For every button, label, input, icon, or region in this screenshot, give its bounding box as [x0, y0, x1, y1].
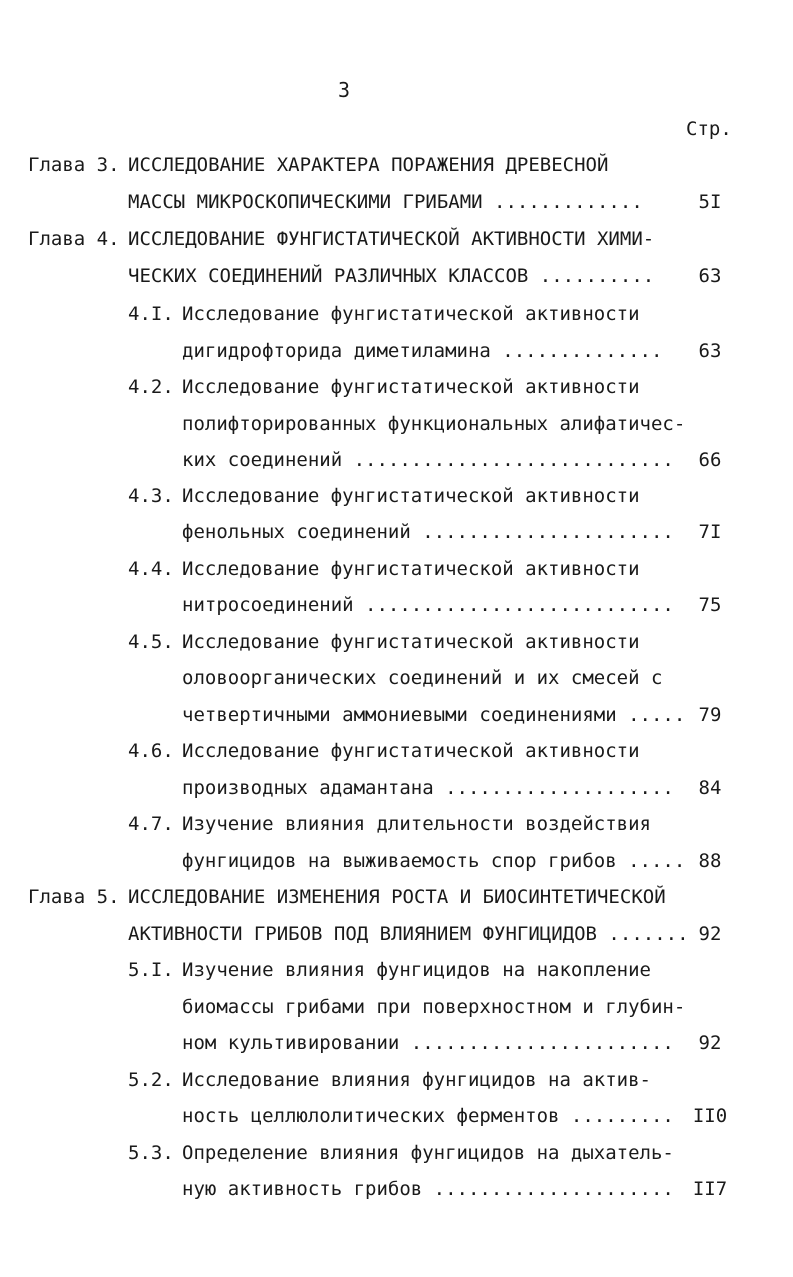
toc-line: 5.I. [128, 959, 174, 981]
toc-line: оловоорганических соединений и их смесей с [182, 667, 663, 689]
toc-line: 4.4. [128, 558, 174, 580]
toc-line: ность целлюлолитических ферментов ......... [182, 1105, 674, 1127]
toc-line: производных адамантана .................... [182, 777, 674, 799]
toc-line: фенольных соединений ...................... [182, 521, 674, 543]
toc-line: 5.2. [128, 1069, 174, 1091]
toc-line: ную активность грибов ..................... [182, 1178, 674, 1200]
page-column-header: Стр. [686, 118, 732, 140]
toc-line: 4.7. [128, 813, 174, 835]
toc-page-number: 66 [698, 449, 722, 471]
toc-page-number: 75 [698, 594, 722, 616]
toc-line: полифторированных функциональных алифатичес- [182, 413, 686, 435]
toc-line: Глава 4. [28, 228, 120, 250]
toc-line: ном культивировании ....................... [182, 1032, 674, 1054]
toc-line: ких соединений ............................ [182, 449, 674, 471]
toc-page-number: II0 [692, 1105, 728, 1127]
page-number: 3 [338, 78, 351, 102]
toc-line: Исследование фунгистатической активности [182, 376, 640, 398]
toc-line: Глава 5. [28, 886, 120, 908]
toc-line: четвертичными аммониевыми соединениями ..... [182, 704, 686, 726]
toc-line: биомассы грибами при поверхностном и глубин- [182, 996, 686, 1018]
toc-line: ЧЕСКИХ СОЕДИНЕНИЙ РАЗЛИЧНЫХ КЛАССОВ .......... [128, 265, 655, 287]
toc-line: Исследование фунгистатической активности [182, 558, 640, 580]
toc-page-number: 63 [698, 265, 722, 287]
toc-line: Исследование фунгистатической активности [182, 740, 640, 762]
toc-page-number: 63 [698, 340, 722, 362]
toc-line: 4.2. [128, 376, 174, 398]
toc-line: 4.6. [128, 740, 174, 762]
toc-line: нитросоединений ........................... [182, 594, 674, 616]
toc-line: ИССЛЕДОВАНИЕ ХАРАКТЕРА ПОРАЖЕНИЯ ДРЕВЕСНОЙ [128, 154, 609, 176]
toc-line: ИССЛЕДОВАНИЕ ИЗМЕНЕНИЯ РОСТА И БИОСИНТЕТИЧЕСКОЙ [128, 886, 666, 908]
toc-page-number: II7 [692, 1178, 728, 1200]
toc-line: АКТИВНОСТИ ГРИБОВ ПОД ВЛИЯНИЕМ ФУНГИЦИДОВ ....... [128, 923, 689, 945]
toc-page-number: 79 [698, 704, 722, 726]
toc-page-number: 92 [698, 923, 722, 945]
toc-line: Исследование фунгистатической активности [182, 485, 640, 507]
toc-line: Исследование фунгистатической активности [182, 631, 640, 653]
toc-line: Глава 3. [28, 154, 120, 176]
toc-page-number: 7I [698, 521, 722, 543]
toc-line: фунгицидов на выживаемость спор грибов ..... [182, 850, 686, 872]
toc-line: Исследование влияния фунгицидов на актив- [182, 1069, 651, 1091]
toc-page-number: 84 [698, 777, 722, 799]
toc-page-number: 92 [698, 1032, 722, 1054]
toc-page-number: 88 [698, 850, 722, 872]
toc-line: дигидрофторида диметиламина .............. [182, 340, 663, 362]
toc-line: 4.5. [128, 631, 174, 653]
toc-page-number: 5I [698, 191, 722, 213]
toc-line: Исследование фунгистатической активности [182, 303, 640, 325]
toc-line: ИССЛЕДОВАНИЕ ФУНГИСТАТИЧЕСКОЙ АКТИВНОСТИ ХИМИ- [128, 228, 655, 250]
toc-line: 4.I. [128, 303, 174, 325]
toc-line: МАССЫ МИКРОСКОПИЧЕСКИМИ ГРИБАМИ ............. [128, 191, 643, 213]
toc-line: Изучение влияния фунгицидов на накопление [182, 959, 651, 981]
toc-line: Изучение влияния длительности воздействия [182, 813, 651, 835]
toc-line: Определение влияния фунгицидов на дыхатель- [182, 1142, 674, 1164]
toc-line: 5.3. [128, 1142, 174, 1164]
toc-line: 4.3. [128, 485, 174, 507]
